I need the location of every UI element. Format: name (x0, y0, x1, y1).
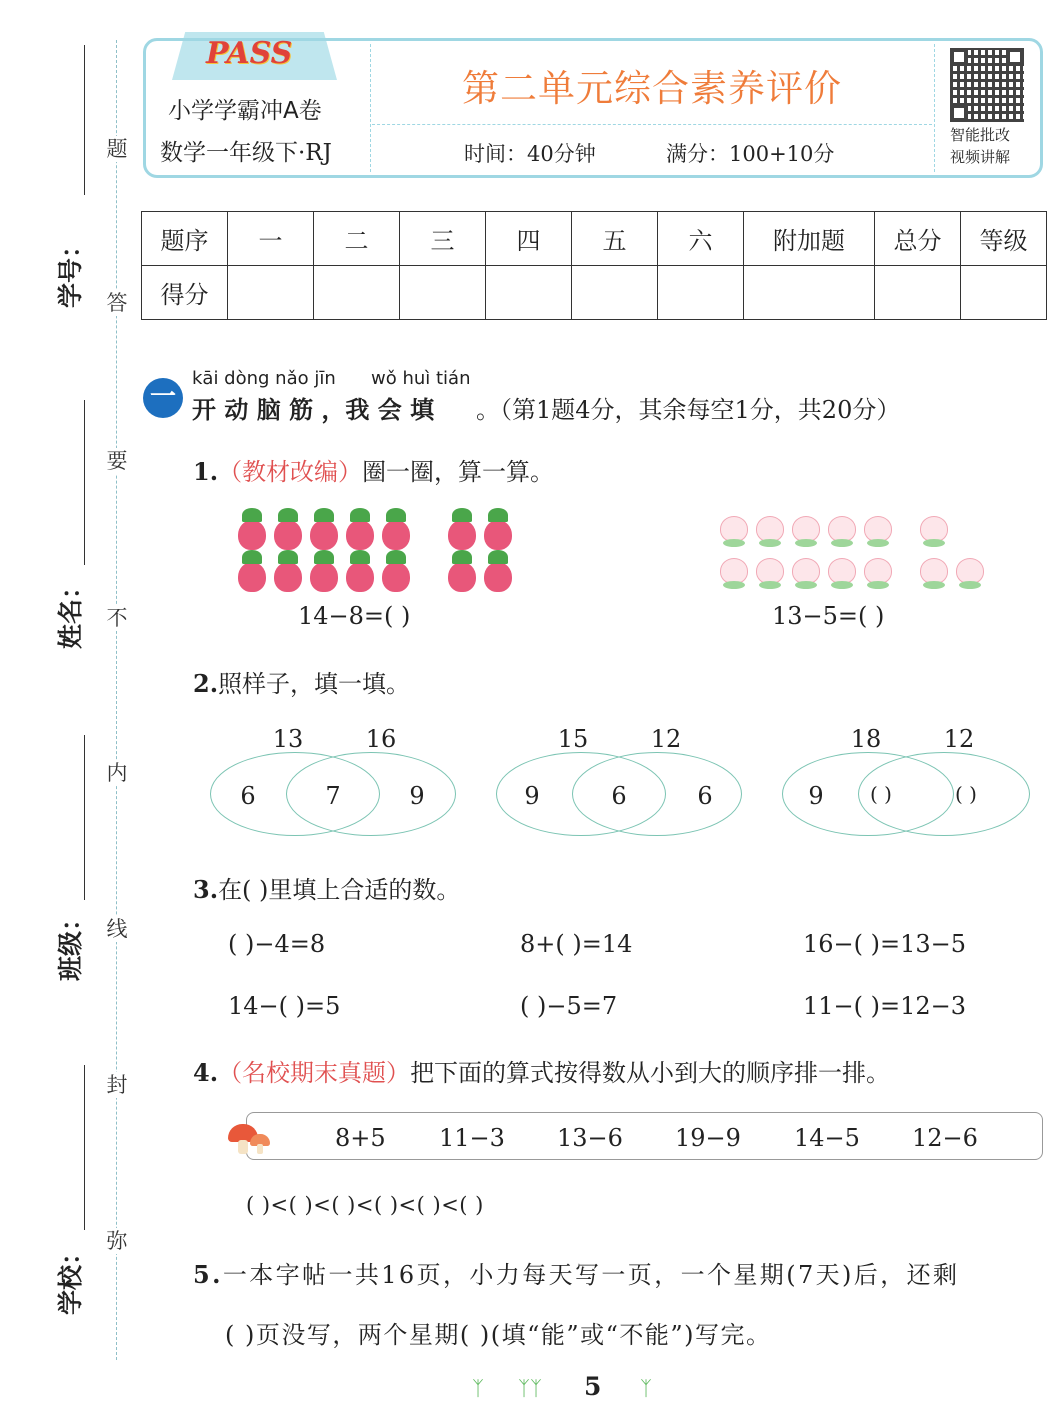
equation[interactable]: 8+( )=14 (520, 930, 633, 958)
question-tag: （教材改编） (218, 458, 363, 486)
seal-char: 弥 (104, 1228, 130, 1254)
question-number: 3. (193, 875, 219, 904)
grade-label: 数学一年级下·RJ (160, 140, 332, 166)
school-label: 学校： (56, 1239, 85, 1315)
question-text: 把下面的算式按得数从小到大的顺序排一排。 (410, 1059, 891, 1087)
venn-left: 6 (240, 782, 256, 810)
header-rule (372, 124, 932, 125)
time-limit: 时间：40分钟 (464, 142, 596, 166)
school-line (84, 1065, 85, 1230)
pinyin: wǒ huì tián (371, 368, 471, 389)
name-label: 姓名： (56, 573, 85, 649)
score-cell[interactable] (228, 266, 314, 320)
qr-corner (950, 104, 968, 122)
score-cell[interactable] (486, 266, 572, 320)
venn-mid: 6 (611, 782, 627, 810)
binding-dashed-line (116, 40, 117, 1360)
score-table-score-row (142, 266, 1047, 320)
question-text: 一本字帖一共16页，小力每天写一页，一个星期(7天)后，还剩 (222, 1261, 960, 1289)
seal-char: 封 (104, 1072, 130, 1098)
table-cell: 总分 (875, 212, 961, 266)
class-line (84, 735, 85, 900)
score-cell[interactable] (400, 266, 486, 320)
pinyin: kāi dòng nǎo jīn (192, 368, 336, 389)
equation[interactable]: 16−( )=13−5 (803, 930, 967, 958)
table-cell: 一 (228, 212, 314, 266)
header-divider (370, 44, 371, 172)
section-number-badge: 一 (143, 378, 183, 418)
table-cell: 三 (400, 212, 486, 266)
student-id-label: 学号： (56, 232, 85, 308)
venn-right: 9 (409, 782, 425, 810)
equation[interactable]: ( )−5=7 (520, 992, 618, 1020)
class-label: 班级： (56, 905, 85, 981)
brand-logo: PASS (206, 36, 293, 71)
seal-char: 答 (104, 290, 130, 316)
score-cell[interactable] (744, 266, 875, 320)
mushroom-icon (226, 1124, 270, 1158)
expression: 8+5 (335, 1124, 386, 1152)
venn-top-right: 16 (365, 725, 397, 753)
question-number: 1. (193, 457, 219, 486)
seal-char: 内 (104, 760, 130, 786)
qr-caption: 视频讲解 (950, 148, 1011, 166)
venn-left: 9 (524, 782, 540, 810)
expression: 13−6 (557, 1124, 623, 1152)
full-score: 满分：100+10分 (666, 142, 835, 166)
table-cell: 二 (314, 212, 400, 266)
equation[interactable]: 11−( )=12−3 (803, 992, 967, 1020)
expression: 19−9 (675, 1124, 741, 1152)
sprout-icon: ᛉ (472, 1376, 484, 1400)
score-table (141, 211, 1047, 320)
qr-corner (950, 48, 968, 66)
table-cell: 四 (486, 212, 572, 266)
table-cell: 得分 (142, 266, 228, 320)
venn-top-right: 12 (650, 725, 682, 753)
section-title: 开 动 脑 筋 ，我 会 填 (192, 395, 435, 424)
equation[interactable]: 14−( )=5 (228, 992, 341, 1020)
qr-corner (1006, 48, 1024, 66)
order-answer-line[interactable]: ( )<( )<( )<( )<( )<( ) (246, 1193, 484, 1217)
sprout-icon: ᛉᛉ (518, 1376, 542, 1400)
venn-top-left: 13 (272, 725, 304, 753)
section-note: 。（第1题4分，其余每空1分，共20分） (476, 396, 901, 424)
question-number: 2. (193, 669, 219, 698)
question-text: 照样子，填一填。 (218, 670, 411, 698)
score-cell[interactable] (572, 266, 658, 320)
qr-code-icon[interactable] (950, 48, 1024, 122)
seal-char: 线 (104, 916, 130, 942)
seal-char: 不 (104, 605, 130, 631)
question-text: 圈一圈，算一算。 (362, 458, 555, 486)
name-line (84, 400, 85, 565)
equation[interactable]: ( )−4=8 (228, 930, 326, 958)
sprout-icon: ᛉ (640, 1376, 652, 1400)
page-title: 第二单元综合素养评价 (462, 67, 842, 110)
question-tag: （名校期末真题） (218, 1059, 411, 1087)
equation[interactable]: 13−5=( ) (772, 602, 885, 630)
score-cell[interactable] (875, 266, 961, 320)
page-number: 5 (584, 1372, 602, 1401)
series-name: 小学学霸冲A卷 (168, 98, 322, 124)
answer-line[interactable]: ( )页没写，两个星期( )(填“能”或“不能”)写完。 (225, 1321, 772, 1349)
expression: 12−6 (912, 1124, 978, 1152)
venn-top-left: 15 (557, 725, 589, 753)
score-cell[interactable] (314, 266, 400, 320)
table-cell: 六 (658, 212, 744, 266)
venn-mid: 7 (325, 782, 341, 810)
score-table-header-row (142, 212, 1047, 266)
expression: 11−3 (439, 1124, 505, 1152)
seal-char: 题 (104, 136, 130, 162)
qr-caption: 智能批改 (950, 126, 1011, 144)
score-cell[interactable] (658, 266, 744, 320)
header-divider (934, 44, 935, 172)
score-cell[interactable] (961, 266, 1047, 320)
seal-char: 要 (104, 448, 130, 474)
table-cell: 题序 (142, 212, 228, 266)
venn-mid-blank[interactable]: ( ) (870, 782, 892, 806)
question-text: 在( )里填上合适的数。 (218, 876, 461, 904)
venn-top-left: 18 (850, 725, 882, 753)
venn-left: 9 (808, 782, 824, 810)
venn-right: 6 (697, 782, 713, 810)
expression: 14−5 (794, 1124, 860, 1152)
table-cell: 五 (572, 212, 658, 266)
venn-right-blank[interactable]: ( ) (955, 782, 977, 806)
question-number: 5. (193, 1260, 223, 1289)
table-cell: 附加题 (744, 212, 875, 266)
venn-top-right: 12 (943, 725, 975, 753)
table-cell: 等级 (961, 212, 1047, 266)
equation[interactable]: 14−8=( ) (298, 602, 411, 630)
question-number: 4. (193, 1058, 219, 1087)
student-id-line (84, 45, 85, 195)
